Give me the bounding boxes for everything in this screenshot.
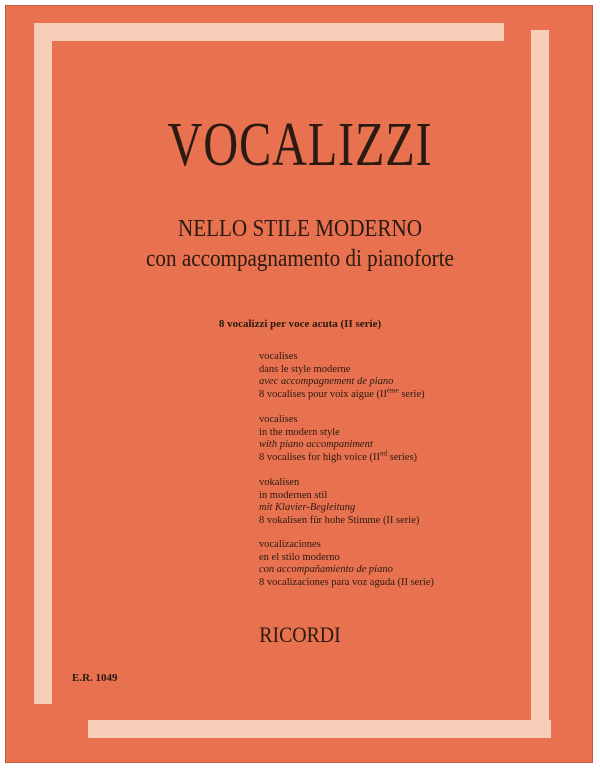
decorative-band-top [34,23,504,41]
spanish-line4: 8 vocalizaciones para voz aguda (II serie) [259,576,434,588]
series-line: 8 vocalizzi per voce acuta (II serie) [218,318,382,330]
english-line4-superscript: nd [380,449,388,457]
cover-title: VOCALIZZI [167,111,433,179]
catalog-code: E.R. 1049 [72,672,118,684]
german-line1: vokalisen [259,477,300,488]
publisher-name: RICORDI [259,622,341,647]
decorative-band-left [34,23,52,704]
spanish-line3: con accompañamiento de piano [259,564,393,575]
english-line2: in the modern style [259,426,340,438]
french-line1: vocalises [259,351,298,362]
french-line3: avec accompagnement de piano [259,376,394,387]
french-description [259,351,425,401]
english-line4 [259,449,418,465]
english-line4-text: 8 vocalises for high voice (II [259,451,381,463]
german-line3: mit Klavier-Begleitung [259,502,356,513]
spanish-line1: vocalizaciones [259,539,321,550]
cover-subtitle-line1: NELLO STILE MODERNO [177,216,423,242]
english-line3: with piano accompaniment [259,439,373,450]
french-line2: dans le style moderne [259,363,351,375]
decorative-band-bottom [88,720,551,738]
french-line4-end: serie) [398,388,425,400]
french-line4-text: 8 vocalises pour voix aigue (II [259,388,388,400]
french-line4-superscript: ème [387,386,399,394]
german-line4: 8 vokalisen für hohe Stimme (II serie) [259,514,420,526]
english-line1: vocalises [259,414,298,425]
cover-subtitle-line2: con accompagnamento di pianoforte [146,246,454,272]
german-description [259,477,419,527]
french-line4 [259,386,425,402]
english-description [259,414,417,464]
german-line2: in modernen stil [259,489,328,501]
spanish-description [259,539,434,589]
english-line4-end: series) [387,451,418,463]
spanish-line2: en el stilo moderno [259,551,340,563]
